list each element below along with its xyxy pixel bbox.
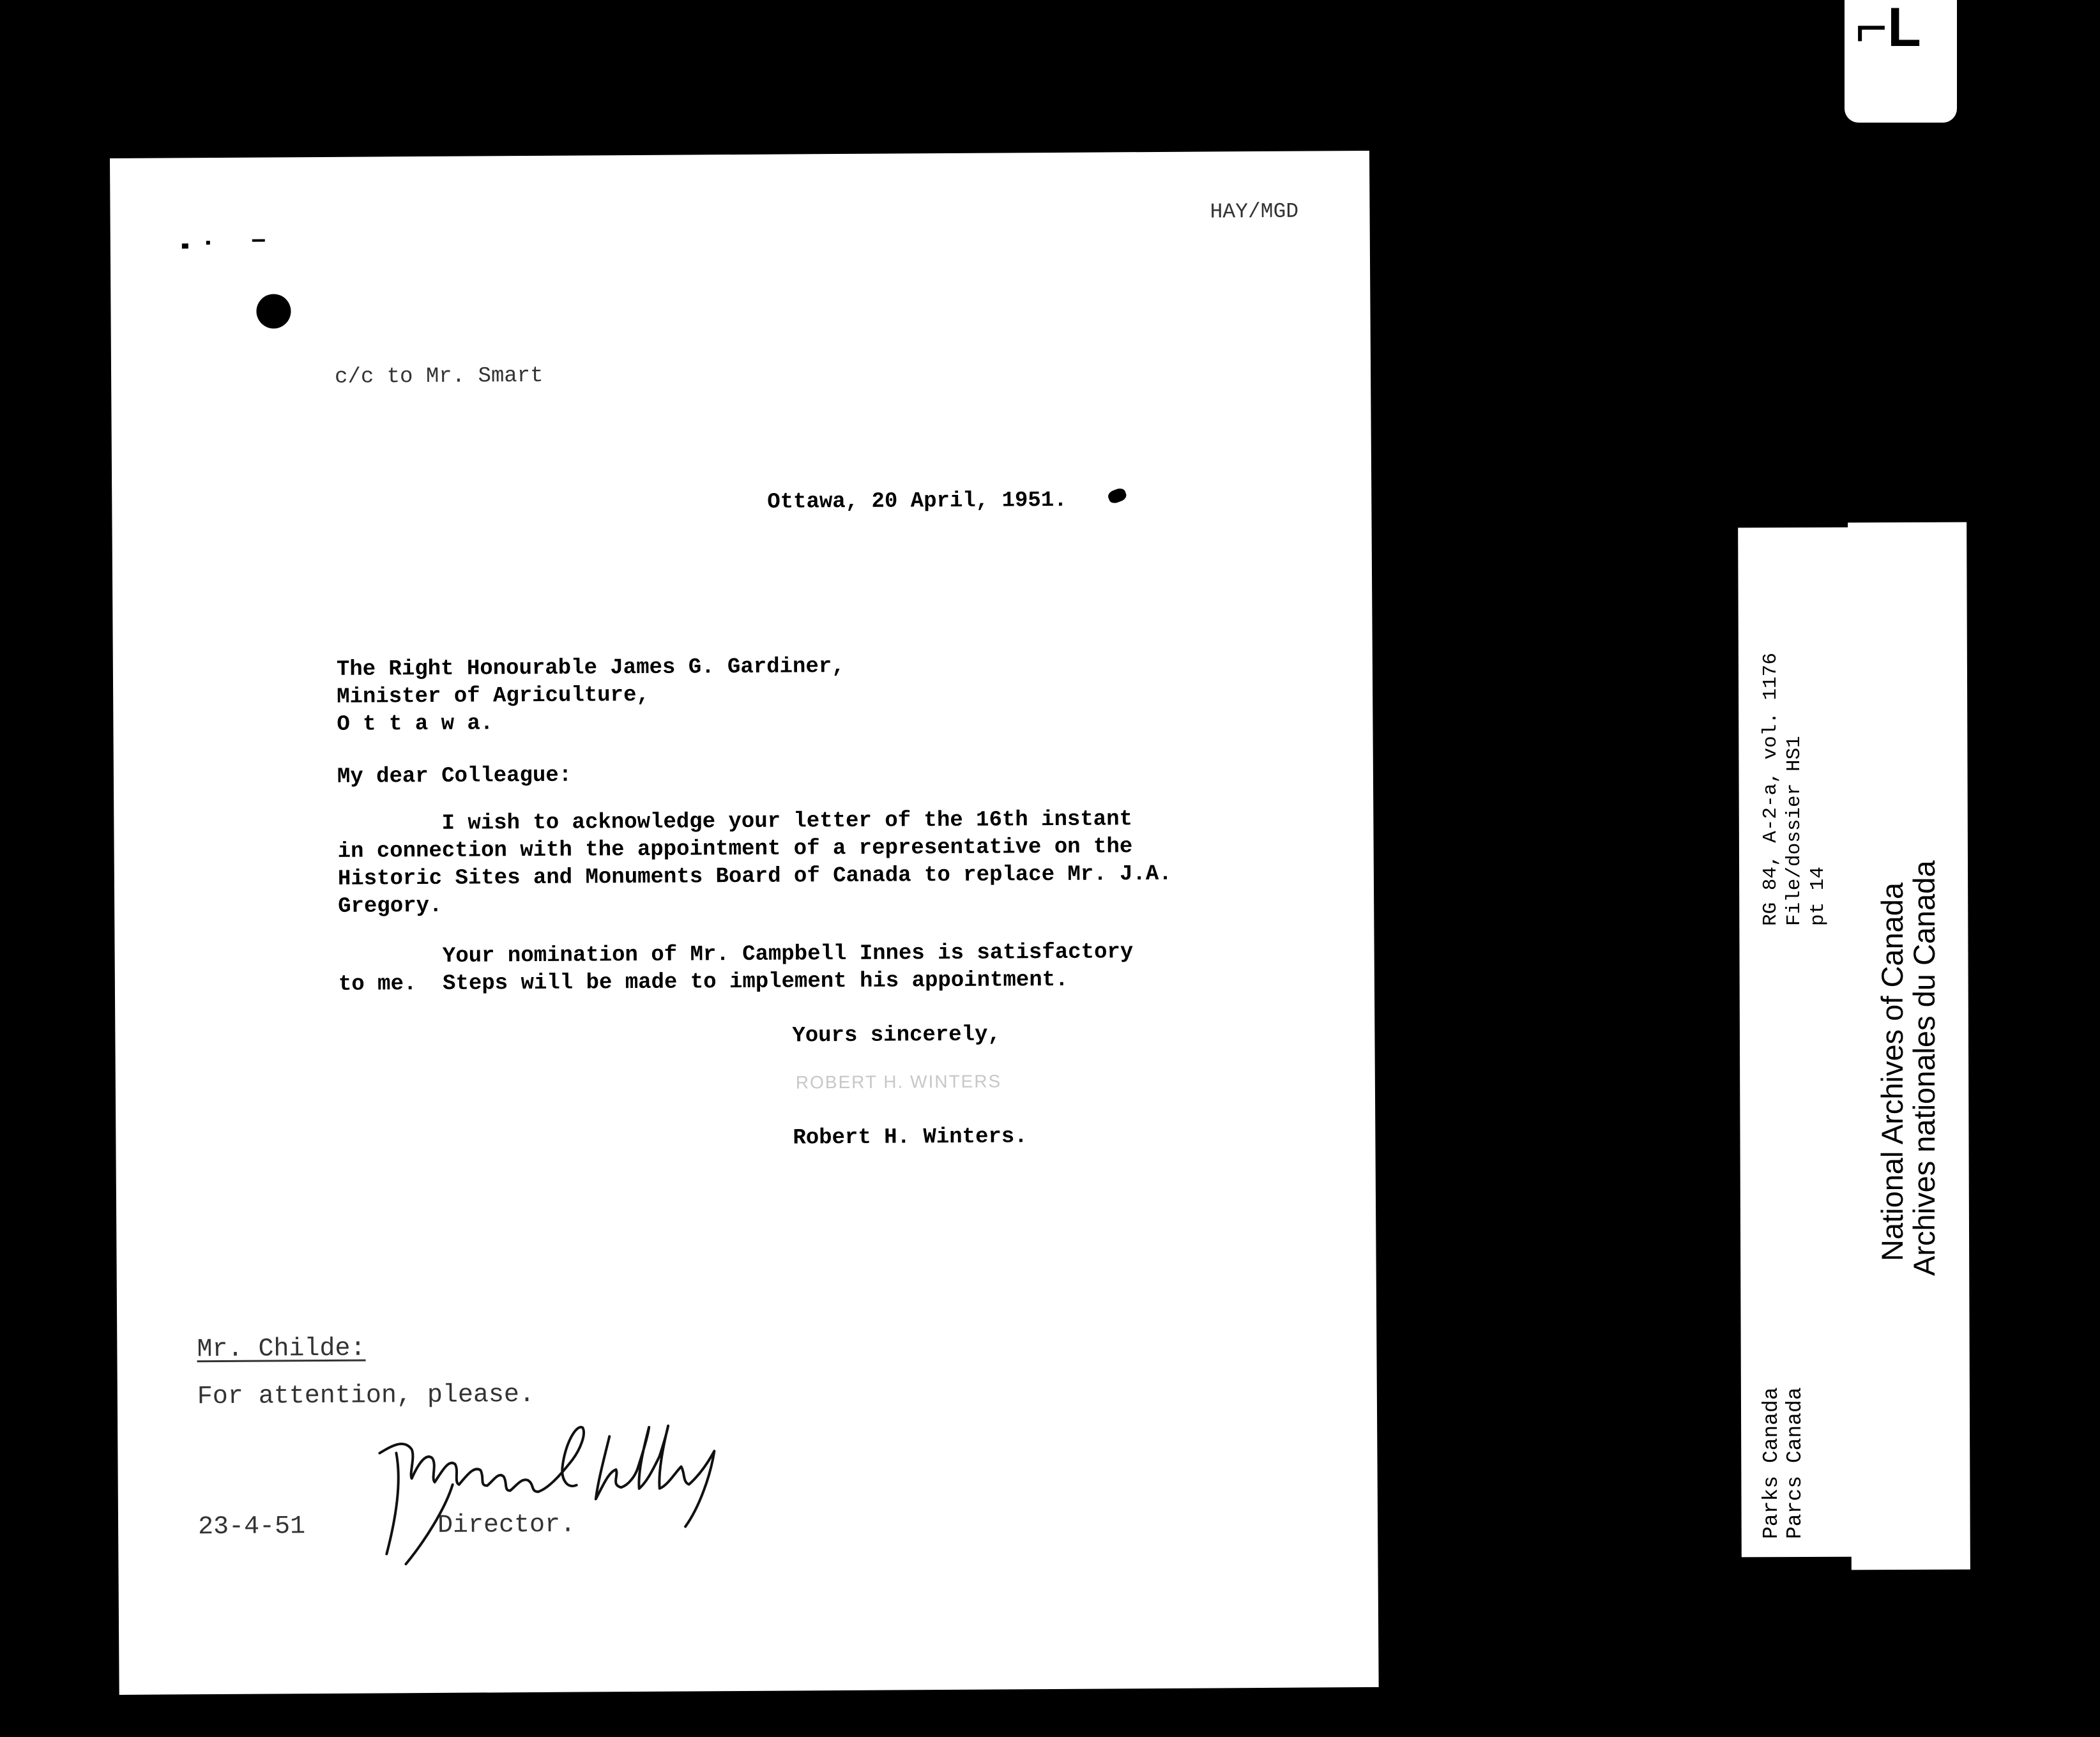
handwritten-signature [373, 1418, 731, 1566]
paragraph-line: Historic Sites and Monuments Board of Canada to replace Mr. J.A. [337, 861, 1172, 891]
paragraph-line: I wish to acknowledge your letter of the 16th instant [337, 807, 1133, 837]
paragraph-line: in connection with the appointment of a representative on the [337, 835, 1133, 864]
paragraph-2 [339, 939, 1134, 999]
closing: Yours sincerely, [792, 1022, 1001, 1049]
recipient-line: Minister of Agriculture, [337, 683, 650, 709]
salutation: My dear Colleague: [337, 763, 572, 789]
minute-title: Director. [437, 1510, 576, 1540]
signer-name: Robert H. Winters. [793, 1125, 1028, 1151]
minute-addressee-name: Mr. Childe [197, 1334, 351, 1365]
archives-name-fr: Archives nationales du Canada [1907, 860, 1941, 1276]
letter-sheet [110, 151, 1379, 1695]
archive-file-line: File/dossier HS1 [1783, 736, 1806, 926]
minute-instruction: For attention, please. [197, 1380, 535, 1412]
frame-marker-icon: ⌐L [1855, 0, 1921, 58]
minute-date: 23-4-51 [197, 1512, 306, 1542]
recipient-line: The Right Honourable James G. Gardiner, [336, 654, 845, 682]
punch-hole-dot [256, 294, 291, 328]
mark [182, 243, 188, 248]
mark [252, 239, 265, 242]
signature-stamp: ROBERT H. WINTERS [795, 1071, 1002, 1093]
minute-addressee [197, 1335, 365, 1365]
mark [206, 241, 210, 245]
agency-name-fr: Parcs Canada [1783, 1387, 1807, 1539]
agency-name-en: Parks Canada [1760, 1387, 1783, 1539]
carbon-copy-line: c/c to Mr. Smart [334, 363, 544, 390]
recipient-address [337, 653, 846, 739]
paragraph-line: to me. Steps will be made to implement his appointment. [338, 967, 1069, 997]
recipient-line: O t t a w a. [337, 711, 494, 737]
paragraph-line: Gregory. [338, 893, 443, 919]
paragraph-line: Your nomination of Mr. Campbell Innes is satisfactory [338, 940, 1134, 969]
paragraph-1 [337, 806, 1172, 921]
archive-part-line: pt 14 [1807, 866, 1829, 926]
letter-date: Ottawa, 20 April, 1951. [767, 488, 1067, 515]
archives-name-en: National Archives of Canada [1875, 882, 1909, 1261]
reference-initials: HAY/MGD [1210, 199, 1299, 224]
ink-mark [1107, 487, 1128, 504]
archive-reference-line: RG 84, A-2-a, vol. 1176 [1760, 653, 1782, 926]
minute-addressee-colon: : [350, 1334, 366, 1363]
